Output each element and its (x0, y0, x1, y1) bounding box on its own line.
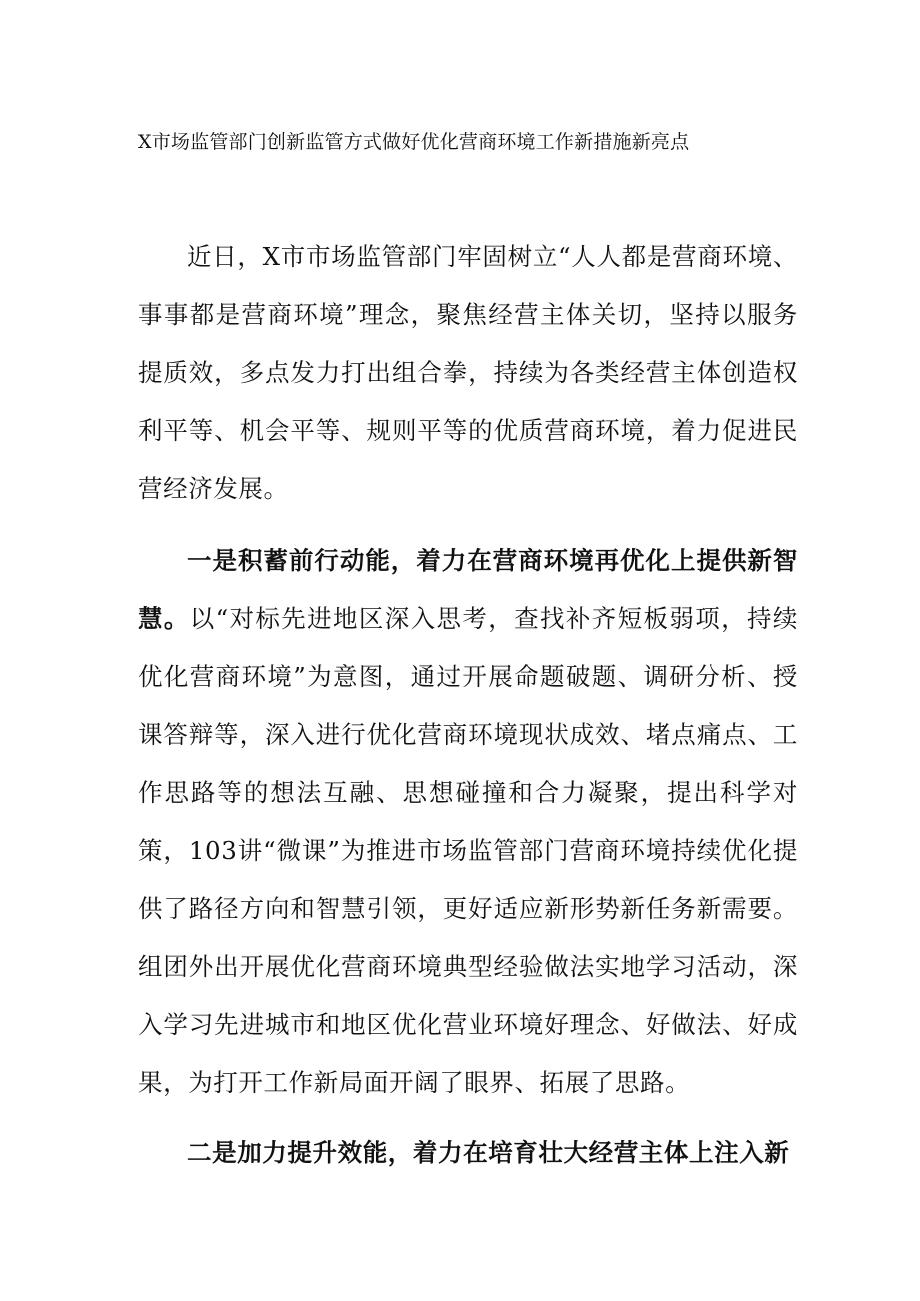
paragraph-lead: 一是积蓄前行动能，着力在营商环境再优化上提供新智慧。 (138, 546, 798, 633)
paragraph-point-one (138, 532, 798, 1112)
paragraph-text: 近日，X市市场监管部门牢固树立“人人都是营商环境、事事都是营商环境”理念，聚焦经营主体关切，坚持以服务提质效，多点发力打出组合拳，持续为各类经营主体创造权利平等、机会平等、规则平等的优质营商环境，着力促进民营经济发展。 (138, 242, 798, 503)
document-title: X市场监管部门创新监管方式做好优化营商环境工作新措施新亮点 (138, 131, 690, 153)
paragraph-text: 以“对标先进地区深入思考，查找补齐短板弱项，持续优化营商环境”为意图，通过开展命题破题、调研分析、授课答辩等，深入进行优化营商环境现状成效、堵点痛点、工作思路等的想法互融、思想碰撞和合力凝聚，提出科学对策，103讲“微课”为推进市场监管部门营商环境持续优化提供了路径方向和智慧引领，更好适应新形势新任务新需要。组团外出开展优化营商环境典型经验做法实地学习活动，深入学习先进城市和地区优化营业环境好理念、好做法、好成果，为打开工作新局面开阔了眼界、拓展了思路。 (138, 604, 798, 1097)
paragraph-lead: 二是加力提升效能，着力在培育壮大经营主体上注入新 (187, 1138, 790, 1167)
paragraph-intro (138, 228, 798, 518)
paragraph-point-two (138, 1124, 798, 1182)
